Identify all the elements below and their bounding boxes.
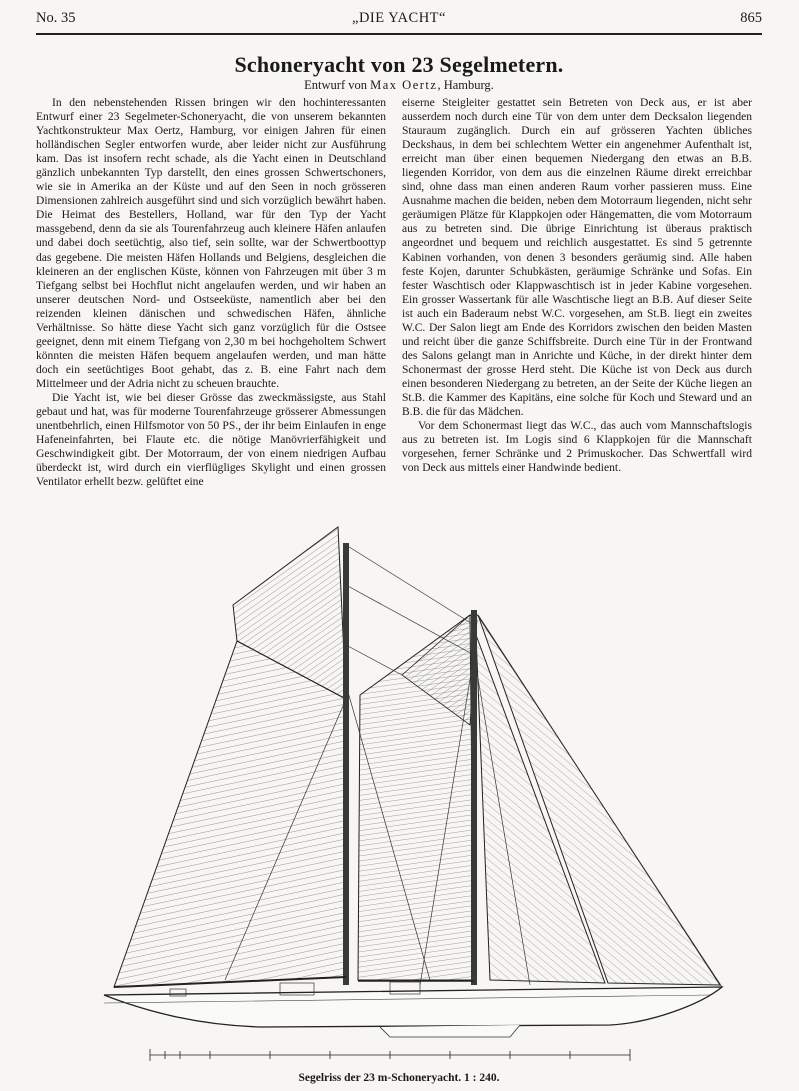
page-number: 865 (740, 10, 762, 26)
byline-name: Max Oertz (370, 78, 438, 92)
sail-plan-figure (90, 525, 740, 1065)
right-column (402, 96, 752, 475)
article-title: Schoneryacht von 23 Segelmetern. (234, 52, 564, 77)
left-paragraph-2: Die Yacht ist, wie bei dieser Grösse das zweckmässigste, aus Stahl gebaut und hat, was für moderne Tourenfahrzeuge grösserer Abmessungen unentbehrlich, einen Hilfsmotor von 50 PS., der ihr beim Einlaufen in enge Hafeneinfahrten, bei Flaute etc. die nötige Manövrierfähigkeit und Geschwindigkeit gibt. Der Motorraum, der von einem niedrigen Aufbau überdeckt ist, wird durch ein vierflügliges Skylight und einen grossen Ventilator erhellt bezw. gelüftet eine (36, 391, 386, 489)
right-paragraph-2: Vor dem Schonermast liegt das W.C., das auch vom Mannschaftslogis aus zu betreten ist. Im Logis sind 6 Klappkojen für die Mannschaft vorgesehen, ferner Schränke und 2 Primuskocher. Das Schwertfall wird von Deck aus mittels einer Handwinde bedient. (402, 420, 752, 475)
hull (104, 982, 722, 1037)
issue-number: No. 35 (36, 10, 76, 26)
page-header (36, 10, 762, 32)
left-column (36, 96, 386, 489)
header-rule (36, 33, 762, 35)
left-paragraph-1: In den nebenstehenden Rissen bringen wir den hochinteressanten Entwurf einer 23 Segelmeter-Schoneryacht, die von unserem bekannten Yachtkonstrukteur Max Oertz, Hamburg, vor einigen Jahren für einen holländischen Segler entworfen wurde, aber leider nicht zur Ausführung kam. Das ist insofern recht schade, als die Yacht einen in Deutschland gänzlich unbekannten Typ darstellt, den eines grossen Schwertschoners, wie sie in Amerika an der Küste und auf den Seen in noch grösseren Dimensionen zahlreich ausgeführt sind und sich vorzüglich bewährt haben. Die Heimat des Bestellers, Holland, war für den Typ der Yacht massgebend, denn da sie als Tourenfahrzeug auch kleinere Häfen anlaufen und dabei doch seetüchtig, also tief, sein sollte, war der Schwertboottyp das gegebene. Die meisten Häfen Hollands und Belgiens, desgleichen die kleineren an der englischen Küste, können von Fahrzeugen mit über 3 m Tiefgang selbst bei Hochflut nicht angelaufen werden, und wir haben an unserer deutschen Nord- und Ostseeküste, namentlich aber bei den reizenden kleinen dänischen und schwedischen Häfen, ähnliche Verhältnisse. So hätte diese Yacht sich ganz vorzüglich für die Ostsee geeignet, denn mit einem Tiefgang von 2,30 m bei hochgeholtem Schwert könnten die meisten Häfen bequem angelaufen werden, und man hätte doch ein seetüchtiges Boot gehabt, das z. B. eine Fahrt nach dem Mittelmeer und der Adria nicht zu scheuen brauchte. (36, 97, 386, 390)
figure-caption: Segelriss der 23 m-Schoneryacht. 1 : 240. (298, 1072, 500, 1084)
scale-bar (150, 1049, 630, 1061)
mainsail (114, 641, 346, 987)
right-paragraph-1: eiserne Steigleiter gestattet sein Betreten von Deck aus, er ist aber ausserdem noch durch eine Tür von dem unter dem Decksalon liegenden Stauraum zugänglich. Durch ein auf grösseren Yachten übliches Deckshaus, in dem bei schlechtem Wetter ein angenehmer Aufenthalt ist, erreicht man über einen bequemen Niedergang den etwas an B.B. liegenden Korridor, von dem aus die einzelnen Räume direkt erreichbar sind, ohne dass man einen anderen Raum vorher passieren muss. Eine Ausnahme machen die beiden, neben dem Motorraum liegenden, nicht sehr geräumigen Plätze für Klappkojen oder Hängematten, die vom Motorraum aus zu betreten sind. Die übrige Einrichtung ist überaus praktisch angeordnet und bequem und reichlich ausgestattet. Es sind 5 getrennte Kabinen vorhanden, von denen 3 besonders geräumig sind. Alle haben feste Kojen, darunter Schubkästen, geräumige Schränke und Sofas. Ein fester Waschtisch oder Klappwaschtisch ist in jeder Kabine vorgesehen. Ein grosser Wassertank für alle Waschtische liegt an B.B. Auf dieser Seite ist auch ein Baderaum nebst W.C. vorgesehen, am St.B. liegt ein zweites W.C. Der Salon liegt am Ende des Korridors zwischen den beiden Masten und reicht über die ganze Schiffsbreite. Durch eine Tür in der Frontwand des Salons gelangt man in Anrichte und Küche, in der direkt hinter dem Schonermast der grosse Herd steht. Die Küche ist von Deck aus durch einen besonderen Niedergang zu betreten, an der Seite der Küche liegen an St.B. die Kammer des Kapitäns, eine solche für Koch und Steward und an B.B. die für das Mädchen. (402, 97, 752, 419)
byline-suffix: , Hamburg. (437, 78, 494, 92)
article-byline (36, 78, 762, 93)
byline-prefix: Entwurf von (304, 78, 368, 92)
journal-name: „DIE YACHT“ (352, 10, 446, 26)
